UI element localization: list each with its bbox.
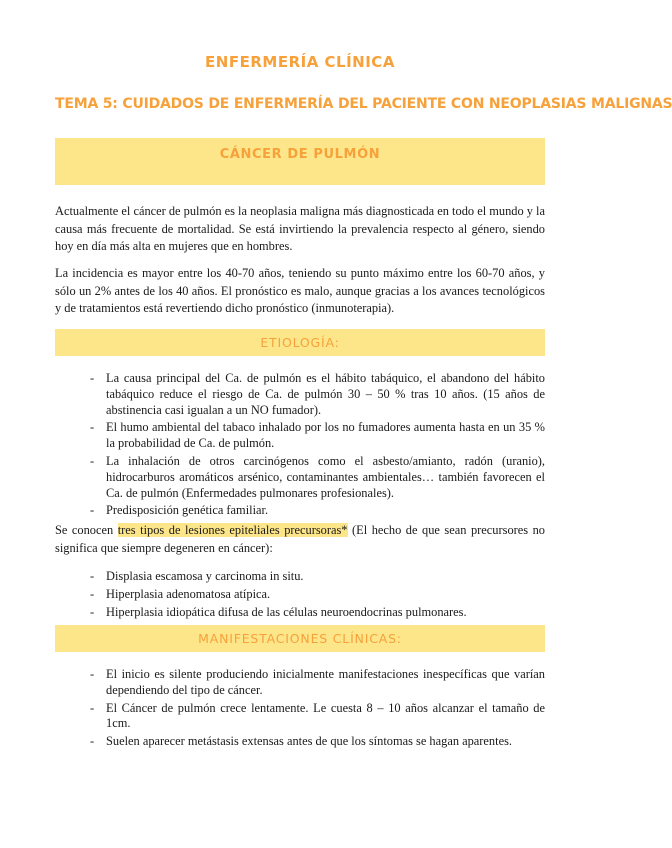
section-heading: ETIOLOGÍA:	[260, 335, 340, 350]
document-title: ENFERMERÍA CLÍNICA	[205, 53, 395, 71]
list-item: - Hiperplasia adenomatosa atípica.	[90, 587, 545, 603]
lesions-intro-end: (El hecho de que sean precursores no significa que siempre degeneren en cáncer):	[55, 523, 545, 555]
list-item: - Hiperplasia idiopática difusa de las células neuroendocrinas pulmonares.	[90, 605, 545, 621]
section-banner-manifestaciones	[55, 625, 545, 652]
highlighted-text: tres tipos de lesiones epiteliales precursoras*	[117, 523, 348, 537]
list-item: - El humo ambiental del tabaco inhalado por los no fumadores aumenta hasta en un 35 % la probabilidad de Ca. de pulmón.	[90, 420, 545, 452]
list-item: - El Cáncer de pulmón crece lentamente. Le cuesta 8 – 10 años alcanzar el tamaño de 1cm.	[90, 701, 545, 733]
section-heading: CÁNCER DE PULMÓN	[219, 147, 381, 162]
intro-paragraph: Actualmente el cáncer de pulmón es la neoplasia maligna más diagnosticada en todo el mundo y la causa más frecuente de mortalidad. Se está invirtiendo la prevalencia respecto al género, siendo hoy en día más alta en mujeres que en hombres.	[55, 204, 545, 253]
incidence-paragraph: La incidencia es mayor entre los 40-70 años, teniendo su punto máximo entre los 60-70 años, y sólo un 2% antes de los 40 años. El pronóstico es malo, aunque gracias a los avances tecnológicos y de tratamientos está revertiendo dicho pronóstico (inmunoterapia).	[55, 266, 545, 315]
etiology-list	[90, 371, 545, 521]
list-item: - Displasia escamosa y carcinoma in situ.	[90, 569, 545, 585]
precursor-lesions-list	[90, 569, 545, 622]
lesions-intro-paragraph	[55, 522, 545, 557]
list-item: - El inicio es silente produciendo inicialmente manifestaciones inespecíficas que varían dependiendo del tipo de cáncer.	[90, 667, 545, 699]
list-item: - La inhalación de otros carcinógenos como el asbesto/amianto, radón (uranio), hidrocarburos aromáticos arsénico, contaminantes ambientales… también favorecen el Ca. de pulmón (Enfermedades pulmonares profesionales).	[90, 454, 545, 501]
lesions-intro-start: Se conocen	[55, 523, 118, 537]
section-banner-etiologia	[55, 329, 545, 356]
section-banner-cancer-pulmon	[55, 138, 545, 185]
section-heading: MANIFESTACIONES CLÍNICAS:	[198, 631, 402, 646]
list-item: - Suelen aparecer metástasis extensas antes de que los síntomas se hagan aparentes.	[90, 734, 545, 750]
list-item: - La causa principal del Ca. de pulmón es el hábito tabáquico, el abandono del hábito tabáquico reduce el riesgo de Ca. de pulmón 30 – 50 % tras 10 años. (15 años de abstinencia casi igualan a un NO fumador).	[90, 371, 545, 418]
list-item: - Predisposición genética familiar.	[90, 503, 545, 519]
manifestations-list	[90, 667, 545, 752]
document-subtitle: TEMA 5: CUIDADOS DE ENFERMERÍA DEL PACIENTE CON NEOPLASIAS MALIGNAS	[55, 96, 672, 112]
